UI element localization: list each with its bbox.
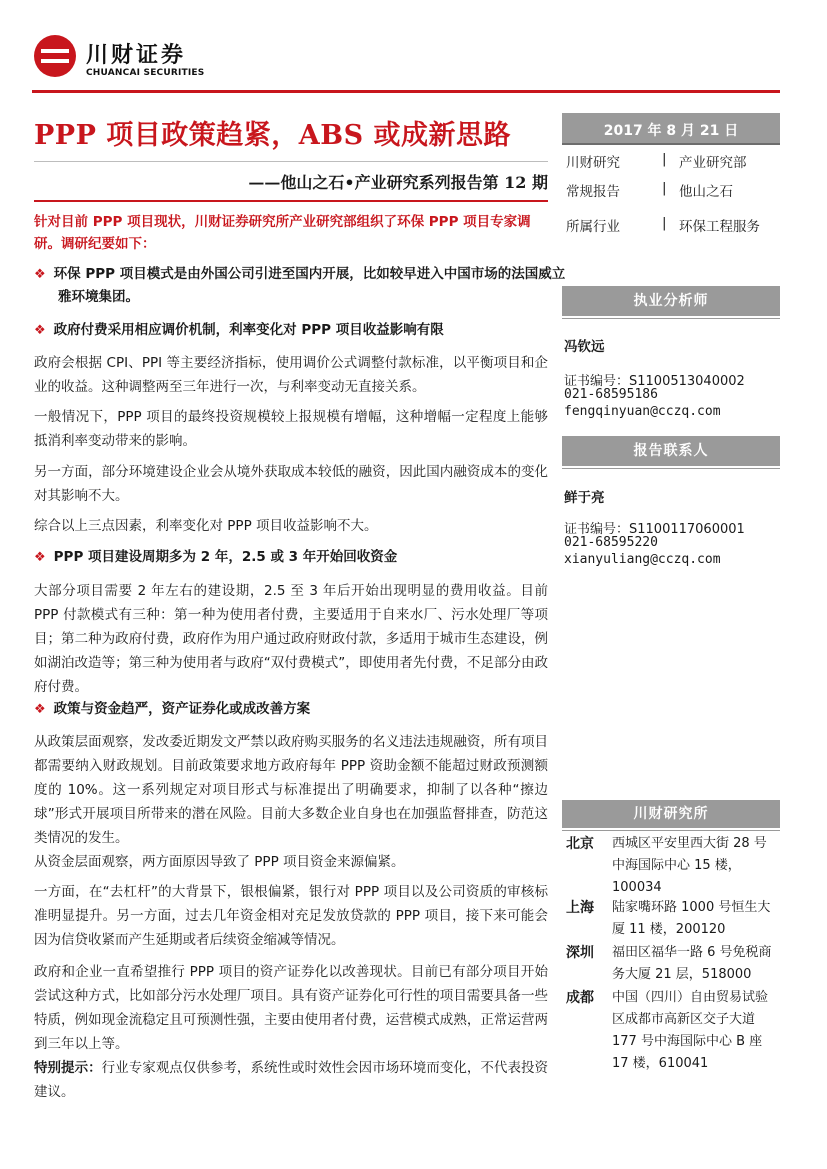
section-divider (562, 468, 780, 469)
diamond-bullet-icon: ❖ (34, 323, 46, 338)
meta-value: 他山之石 (679, 184, 733, 200)
paragraph: 从资金层面观察，两方面原因导致了 PPP 项目资金来源偏紧。 (34, 854, 405, 870)
paragraph: 政府会根据 CPI、PPI 等主要经济指标，使用调价公式调整付款标准，以平衡项目和企业的收益。这种调整两至三年进行一次，与利率变动无直接关系。 (34, 355, 548, 395)
contact-cert: 证书编号：S1100117060001 (564, 522, 745, 537)
disclaimer-text: 行业专家观点仅供参考，系统性或时效性会因市场环境而变化，不代表投资建议。 (34, 1060, 549, 1100)
paragraph: 综合以上三点因素，利率变化对 PPP 项目收益影响不大。 (34, 518, 378, 534)
paragraph: 一般情况下，PPP 项目的最终投资规模较上报规模有增幅，这种增幅一定程度上能够抵消利率变动带来的影响。 (34, 409, 548, 449)
office-address: 西城区平安里西大街 28 号中海国际中心 15 楼，100034 (612, 836, 767, 895)
paragraph: 从政策层面观察，发改委近期发文严禁以政府购买服务的名义违法违规融资，所有项目都需要纳入财政规划。目前政策要求地方政府每年 PPP 资助金额不能超过财政预测额度的 10%。这一系列规定对项目形式与标准提出了明确要求，抑制了以各种“擦边球”形式开展项目所带来的潜在风险。目前大多数企业自身也在加强监督排查，防范这类情况的发生。 (34, 734, 548, 846)
contact-section-bar: 报告联系人 (562, 436, 780, 466)
office-city: 深圳 (566, 945, 594, 961)
contact-name: 鲜于亮 (564, 490, 605, 506)
title-divider (34, 161, 548, 162)
analyst-email[interactable]: fengqinyuan@cczq.com (564, 404, 721, 419)
brand-logo-icon (34, 35, 76, 77)
meta-key: 川财研究 (566, 155, 620, 171)
section-heading: ❖ PPP 项目建设周期多为 2 年，2.5 或 3 年开始回收资金 (34, 549, 398, 565)
report-date: 2017 年 8 月 21 日 (603, 123, 739, 139)
paragraph: 政府和企业一直希望推行 PPP 项目的资产证券化以改善现状。目前已有部分项目开始尝试这种方式，比如部分污水处理厂项目。具有资产证券化可行性的项目需要具备一些特质，例如现金流稳定且可预测性强，主要由使用者付费，运营模式成熟，正常运营两到三年以上等。 (34, 964, 548, 1052)
office-city: 成都 (566, 990, 594, 1006)
brand-name-en: CHUANCAI SECURITIES (86, 68, 205, 78)
office-city: 北京 (566, 836, 594, 852)
institute-section-bar: 川财研究所 (562, 800, 780, 828)
analyst-phone: 021-68595186 (564, 387, 658, 402)
meta-key: 常规报告 (566, 184, 620, 200)
paragraph: 大部分项目需要 2 年左右的建设期，2.5 至 3 年后开始出现明显的费用收益。目前 PPP 付款模式有三种：第一种为使用者付费，主要适用于自来水厂、污水处理厂等项目；第二种为政府付费，政府作为用户通过政府财政付款，多适用于城市生态建设，例如湖泊改造等；第三种为使用者与政府“双付费模式”，即使用者先付费，不足部分由政府付费。 (34, 583, 548, 695)
intro-text: 针对目前 PPP 项目现状，川财证券研究所产业研究部组织了环保 PPP 项目专家调研。调研纪要如下： (34, 214, 531, 252)
office-address: 福田区福华一路 6 号免税商务大厦 21 层，518000 (612, 945, 772, 982)
analyst-name: 冯钦远 (564, 339, 605, 355)
paragraph: 一方面，在“去杠杆”的大背景下，银根偏紧，银行对 PPP 项目以及公司资质的审核标准明显提升。另一方面，过去几年资金相对充足发放贷款的 PPP 项目，接下来可能会因为信贷收紧而产生延期或者后续资金缩减等情况。 (34, 884, 548, 948)
meta-separator: | (662, 215, 667, 231)
brand-name-cn: 川财证券 (86, 43, 187, 68)
section-heading: ❖ 环保 PPP 项目模式是由外国公司引进至国内开展，比如较早进入中国市场的法国威立雅环境集团。 (34, 266, 566, 305)
contact-phone: 021-68595220 (564, 535, 658, 550)
paragraph: 另一方面，部分环境建设企业会从境外获取成本较低的融资，因此国内融资成本的变化对其影响不大。 (34, 464, 548, 504)
office-address: 中国（四川）自由贸易试验区成都市高新区交子大道 177 号中海国际中心 B 座 17 楼，610041 (612, 990, 769, 1071)
office-address: 陆家嘴环路 1000 号恒生大厦 11 楼，200120 (612, 900, 771, 937)
meta-separator: | (662, 180, 667, 196)
diamond-bullet-icon: ❖ (34, 702, 46, 717)
diamond-bullet-icon: ❖ (34, 550, 46, 565)
meta-separator: | (662, 151, 667, 167)
report-title: PPP 项目政策趋紧，ABS 或成新思路 (34, 120, 511, 151)
analyst-section-bar: 执业分析师 (562, 286, 780, 316)
section-divider (562, 830, 780, 831)
subtitle-divider (34, 200, 548, 202)
meta-value: 环保工程服务 (679, 219, 760, 235)
section-divider (562, 318, 780, 319)
header-divider (32, 90, 780, 93)
report-subtitle: ——他山之石•产业研究系列报告第 12 期 (248, 173, 548, 192)
disclaimer-label: 特别提示： (34, 1060, 102, 1076)
contact-email[interactable]: xianyuliang@cczq.com (564, 552, 721, 567)
diamond-bullet-icon: ❖ (34, 267, 46, 282)
meta-key: 所属行业 (566, 219, 620, 235)
section-heading: ❖ 政策与资金趋严，资产证券化或成改善方案 (34, 701, 311, 717)
analyst-cert: 证书编号：S1100513040002 (564, 374, 745, 389)
office-city: 上海 (566, 900, 594, 916)
meta-value: 产业研究部 (679, 155, 747, 171)
disclaimer (34, 1056, 548, 1104)
section-heading: ❖ 政府付费采用相应调价机制，利率变化对 PPP 项目收益影响有限 (34, 322, 444, 338)
